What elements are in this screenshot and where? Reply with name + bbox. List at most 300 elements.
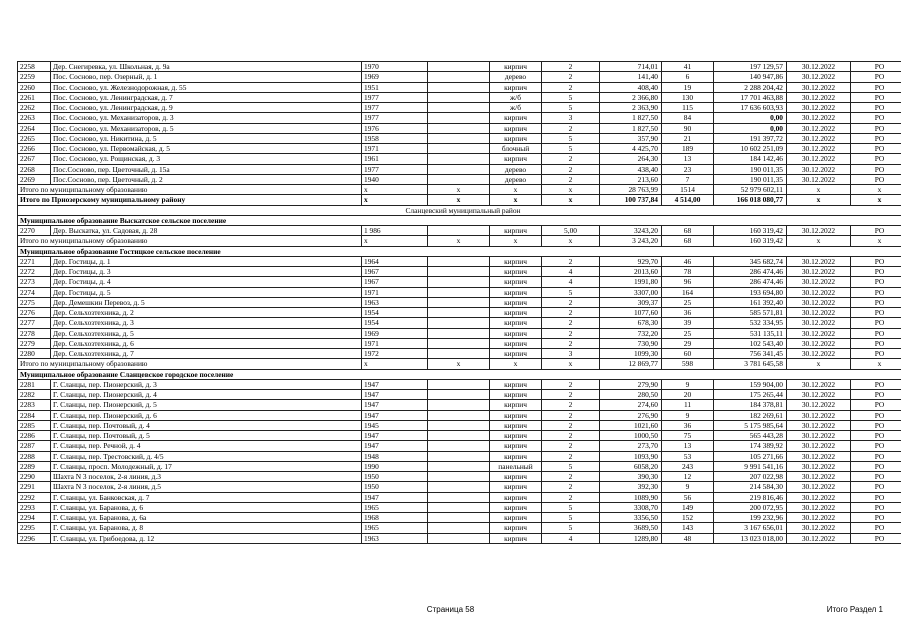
- table-cell: [428, 72, 490, 82]
- table-cell: кирпич: [490, 338, 542, 348]
- table-cell: 929,70: [600, 256, 662, 266]
- table-cell: 1 986: [362, 226, 428, 236]
- table-cell: 68: [662, 226, 714, 236]
- table-cell: 2: [542, 123, 600, 133]
- total-cell: 160 319,42: [714, 236, 787, 246]
- table-cell: 164: [662, 287, 714, 297]
- table-cell: 161 392,40: [714, 297, 787, 307]
- table-cell: 30.12.2022: [787, 461, 851, 471]
- district-header-row: [18, 205, 901, 215]
- municipality-header-row: [18, 369, 901, 379]
- table-cell: Пос.Сосново, пер. Цветочный, д. 15а: [51, 164, 362, 174]
- total-cell: x: [428, 185, 490, 195]
- total-cell: x: [490, 359, 542, 369]
- table-cell: 309,37: [600, 297, 662, 307]
- table-cell: Шахта N 3 поселок, 2-я линия, д.5: [51, 482, 362, 492]
- table-cell: 2: [542, 400, 600, 410]
- table-cell: 2: [542, 338, 600, 348]
- table-cell: кирпич: [490, 533, 542, 543]
- table-cell: 174 389,92: [714, 441, 787, 451]
- table-row: [18, 308, 901, 318]
- table-cell: 2289: [18, 461, 51, 471]
- table-cell: РО: [851, 92, 901, 102]
- table-cell: 2269: [18, 174, 51, 184]
- total-cell: x: [362, 359, 428, 369]
- table-cell: 75: [662, 431, 714, 441]
- table-cell: 190 011,35: [714, 164, 787, 174]
- table-cell: РО: [851, 420, 901, 430]
- table-cell: 30.12.2022: [787, 62, 851, 72]
- table-cell: 1969: [362, 328, 428, 338]
- table-cell: 1969: [362, 72, 428, 82]
- table-row: [18, 410, 901, 420]
- table-cell: 9: [662, 379, 714, 389]
- table-cell: 2: [542, 256, 600, 266]
- table-cell: Г. Сланцы, ул. Баранова, д. 8: [51, 523, 362, 533]
- table-cell: 48: [662, 533, 714, 543]
- table-cell: Г. Сланцы, пер. Пионерский, д. 6: [51, 410, 362, 420]
- table-cell: кирпич: [490, 431, 542, 441]
- table-cell: 2: [542, 410, 600, 420]
- table-cell: Г. Сланцы, пер. Трестовский, д. 4/5: [51, 451, 362, 461]
- table-cell: Дер. Сельхозтехника, д. 2: [51, 308, 362, 318]
- table-row: [18, 174, 901, 184]
- table-cell: 130: [662, 92, 714, 102]
- table-cell: [428, 451, 490, 461]
- table-cell: кирпич: [490, 267, 542, 277]
- table-cell: [428, 287, 490, 297]
- table-cell: 30.12.2022: [787, 523, 851, 533]
- table-cell: Г. Сланцы, ул. Баранова, д. 6а: [51, 513, 362, 523]
- table-cell: 2287: [18, 441, 51, 451]
- table-cell: 1965: [362, 502, 428, 512]
- table-cell: [428, 338, 490, 348]
- table-cell: Пос. Сосново, ул. Железнодорожная, д. 55: [51, 82, 362, 92]
- table-cell: 2263: [18, 113, 51, 123]
- table-cell: 2259: [18, 72, 51, 82]
- total-cell: x: [542, 185, 600, 195]
- table-cell: кирпич: [490, 451, 542, 461]
- table-cell: РО: [851, 349, 901, 359]
- table-cell: 182 269,61: [714, 410, 787, 420]
- table-cell: 756 341,45: [714, 349, 787, 359]
- table-cell: 345 682,74: [714, 256, 787, 266]
- grand-total-row: [18, 195, 901, 205]
- table-cell: РО: [851, 113, 901, 123]
- table-cell: Г. Сланцы, пер. Пионерский, д. 3: [51, 379, 362, 389]
- table-cell: 2279: [18, 338, 51, 348]
- table-cell: РО: [851, 164, 901, 174]
- table-cell: 1972: [362, 349, 428, 359]
- table-cell: 29: [662, 338, 714, 348]
- table-cell: 13: [662, 441, 714, 451]
- table-cell: 175 265,44: [714, 390, 787, 400]
- table-row: [18, 103, 901, 113]
- table-cell: 1963: [362, 533, 428, 543]
- table-cell: РО: [851, 256, 901, 266]
- table-cell: 184 142,46: [714, 154, 787, 164]
- table-cell: 39: [662, 318, 714, 328]
- table-cell: Г. Сланцы, пер. Почтовый, д. 5: [51, 431, 362, 441]
- table-cell: 1950: [362, 472, 428, 482]
- table-cell: 41: [662, 62, 714, 72]
- table-row: [18, 92, 901, 102]
- table-cell: 1971: [362, 287, 428, 297]
- table-cell: РО: [851, 513, 901, 523]
- table-cell: 2273: [18, 277, 51, 287]
- table-cell: кирпич: [490, 277, 542, 287]
- table-cell: 30.12.2022: [787, 174, 851, 184]
- table-cell: Г. Сланцы, пер. Пионерский, д. 5: [51, 400, 362, 410]
- district-title: Сланцевский муниципальный район: [18, 205, 901, 215]
- table-cell: 11: [662, 400, 714, 410]
- table-cell: Пос. Сосново, ул. Первомайская, д. 5: [51, 144, 362, 154]
- table-cell: 2: [542, 174, 600, 184]
- table-cell: 2260: [18, 82, 51, 92]
- table-cell: 90: [662, 123, 714, 133]
- table-cell: кирпич: [490, 379, 542, 389]
- table-cell: 732,20: [600, 328, 662, 338]
- table-cell: 30.12.2022: [787, 420, 851, 430]
- table-cell: кирпич: [490, 226, 542, 236]
- table-cell: Дер. Сельхозтехника, д. 5: [51, 328, 362, 338]
- table-cell: дерево: [490, 72, 542, 82]
- total-label: Итого по муниципальному образованию: [18, 236, 362, 246]
- table-cell: РО: [851, 390, 901, 400]
- table-cell: Дер. Выскатка, ул. Садовая, д. 28: [51, 226, 362, 236]
- table-cell: 2292: [18, 492, 51, 502]
- table-cell: 9 991 541,16: [714, 461, 787, 471]
- table-cell: кирпич: [490, 133, 542, 143]
- table-row: [18, 461, 901, 471]
- table-cell: 2268: [18, 164, 51, 174]
- table-cell: 532 334,95: [714, 318, 787, 328]
- total-cell: x: [542, 359, 600, 369]
- table-cell: РО: [851, 492, 901, 502]
- page-number: Страница 58: [426, 605, 475, 614]
- table-row: [18, 492, 901, 502]
- table-row: [18, 338, 901, 348]
- table-cell: [428, 390, 490, 400]
- table-row: [18, 133, 901, 143]
- table-cell: 1976: [362, 123, 428, 133]
- table-cell: [428, 379, 490, 389]
- table-cell: 714,01: [600, 62, 662, 72]
- table-cell: 60: [662, 349, 714, 359]
- table-cell: 115: [662, 103, 714, 113]
- table-cell: [428, 113, 490, 123]
- table-cell: 2285: [18, 420, 51, 430]
- table-cell: Г. Сланцы, ул. Грибоедова, д. 12: [51, 533, 362, 543]
- table-cell: 2: [542, 420, 600, 430]
- table-cell: 1991,80: [600, 277, 662, 287]
- subtotal-row: [18, 236, 901, 246]
- municipality-title: Муниципальное образование Гостицкое сельское поселение: [18, 246, 901, 256]
- table-cell: РО: [851, 82, 901, 92]
- table-cell: 30.12.2022: [787, 533, 851, 543]
- table-cell: 2262: [18, 103, 51, 113]
- total-cell: x: [362, 236, 428, 246]
- table-cell: 143: [662, 523, 714, 533]
- table-cell: 1089,90: [600, 492, 662, 502]
- table-cell: 3: [542, 349, 600, 359]
- table-cell: Пос. Сосново, ул. Ленинградская, д. 9: [51, 103, 362, 113]
- table-cell: РО: [851, 277, 901, 287]
- table-cell: 2: [542, 482, 600, 492]
- table-cell: РО: [851, 379, 901, 389]
- table-cell: Пос. Сосново, ул. Механизаторов, д. 5: [51, 123, 362, 133]
- total-label: Итого по муниципальному образованию: [18, 185, 362, 195]
- table-cell: 286 474,46: [714, 267, 787, 277]
- table-cell: 190 011,35: [714, 174, 787, 184]
- table-cell: 19: [662, 82, 714, 92]
- table-cell: 392,30: [600, 482, 662, 492]
- table-cell: 30.12.2022: [787, 103, 851, 113]
- table-cell: 1950: [362, 482, 428, 492]
- subtotal-row: [18, 185, 901, 195]
- table-cell: 390,30: [600, 472, 662, 482]
- total-cell: x: [362, 185, 428, 195]
- section-footer: Итого Раздел 1: [826, 605, 883, 614]
- table-cell: РО: [851, 318, 901, 328]
- table-cell: кирпич: [490, 513, 542, 523]
- total-cell: 598: [662, 359, 714, 369]
- table-row: [18, 164, 901, 174]
- table-cell: 30.12.2022: [787, 226, 851, 236]
- table-cell: 1967: [362, 267, 428, 277]
- table-cell: 9: [662, 482, 714, 492]
- table-cell: ж/б: [490, 92, 542, 102]
- table-cell: 2275: [18, 297, 51, 307]
- table-cell: Пос. Сосново, пер. Озерный, д. 1: [51, 72, 362, 82]
- table-cell: 565 443,28: [714, 431, 787, 441]
- table-cell: 53: [662, 451, 714, 461]
- total-cell: x: [542, 236, 600, 246]
- table-cell: РО: [851, 226, 901, 236]
- table-cell: 5: [542, 92, 600, 102]
- table-cell: 1947: [362, 431, 428, 441]
- table-cell: кирпич: [490, 256, 542, 266]
- table-cell: 4: [542, 267, 600, 277]
- table-cell: 2: [542, 431, 600, 441]
- table-cell: 5: [542, 502, 600, 512]
- table-cell: [428, 62, 490, 72]
- table-cell: РО: [851, 431, 901, 441]
- table-row: [18, 113, 901, 123]
- table-cell: РО: [851, 533, 901, 543]
- table-cell: 1021,60: [600, 420, 662, 430]
- table-cell: РО: [851, 297, 901, 307]
- table-cell: кирпич: [490, 328, 542, 338]
- table-cell: РО: [851, 267, 901, 277]
- table-cell: 2: [542, 379, 600, 389]
- table-cell: кирпич: [490, 410, 542, 420]
- table-cell: 5: [542, 287, 600, 297]
- total-cell: x: [851, 185, 901, 195]
- table-cell: панельный: [490, 461, 542, 471]
- total-cell: 3 781 645,58: [714, 359, 787, 369]
- table-cell: 280,50: [600, 390, 662, 400]
- table-cell: РО: [851, 308, 901, 318]
- table-cell: 214 584,30: [714, 482, 787, 492]
- table-body: [18, 62, 901, 544]
- table-cell: 286 474,46: [714, 277, 787, 287]
- table-cell: 2: [542, 441, 600, 451]
- table-cell: 1947: [362, 390, 428, 400]
- total-cell: x: [787, 359, 851, 369]
- table-row: [18, 472, 901, 482]
- table-row: [18, 123, 901, 133]
- table-row: [18, 379, 901, 389]
- table-cell: РО: [851, 502, 901, 512]
- total-cell: x: [490, 195, 542, 205]
- table-cell: 5,00: [542, 226, 600, 236]
- table-cell: [428, 256, 490, 266]
- table-cell: 30.12.2022: [787, 379, 851, 389]
- total-cell: x: [542, 195, 600, 205]
- table-cell: 2294: [18, 513, 51, 523]
- table-cell: 2270: [18, 226, 51, 236]
- table-cell: 152: [662, 513, 714, 523]
- table-cell: 1964: [362, 256, 428, 266]
- table-cell: Дер. Сельхозтехника, д. 7: [51, 349, 362, 359]
- table-cell: 264,30: [600, 154, 662, 164]
- table-cell: блочный: [490, 144, 542, 154]
- table-cell: кирпич: [490, 297, 542, 307]
- table-cell: 1977: [362, 113, 428, 123]
- table-cell: Пос. Сосново, ул. Ленинградская, д. 7: [51, 92, 362, 102]
- table-cell: кирпич: [490, 400, 542, 410]
- table-cell: Г. Сланцы, просп. Молодежный, д. 17: [51, 461, 362, 471]
- table-cell: [428, 297, 490, 307]
- table-cell: 30.12.2022: [787, 513, 851, 523]
- table-cell: РО: [851, 523, 901, 533]
- table-cell: 1971: [362, 144, 428, 154]
- table-row: [18, 513, 901, 523]
- table-cell: 36: [662, 308, 714, 318]
- housing-register-table: [17, 61, 901, 544]
- table-cell: Пос. Сосново, ул. Рощинская, д. 3: [51, 154, 362, 164]
- total-cell: 100 737,84: [600, 195, 662, 205]
- table-cell: [428, 461, 490, 471]
- table-cell: 1947: [362, 400, 428, 410]
- table-cell: 2284: [18, 410, 51, 420]
- table-cell: 1000,50: [600, 431, 662, 441]
- table-cell: 30.12.2022: [787, 154, 851, 164]
- table-cell: 3308,70: [600, 502, 662, 512]
- table-cell: 5: [542, 513, 600, 523]
- total-cell: x: [362, 195, 428, 205]
- table-cell: 2283: [18, 400, 51, 410]
- table-cell: 2290: [18, 472, 51, 482]
- table-cell: 160 319,42: [714, 226, 787, 236]
- total-cell: 1514: [662, 185, 714, 195]
- table-cell: 30.12.2022: [787, 482, 851, 492]
- table-cell: 25: [662, 328, 714, 338]
- table-row: [18, 154, 901, 164]
- table-cell: кирпич: [490, 113, 542, 123]
- table-cell: 1954: [362, 318, 428, 328]
- table-cell: 0,00: [714, 123, 787, 133]
- total-cell: x: [787, 185, 851, 195]
- table-cell: 1947: [362, 410, 428, 420]
- table-cell: Пос. Сосново, ул. Механизаторов, д. 3: [51, 113, 362, 123]
- table-cell: [428, 482, 490, 492]
- municipality-header-row: [18, 246, 901, 256]
- table-cell: РО: [851, 482, 901, 492]
- table-cell: 191 397,72: [714, 133, 787, 143]
- table-cell: [428, 328, 490, 338]
- table-cell: 2288: [18, 451, 51, 461]
- table-cell: [428, 226, 490, 236]
- table-cell: 0,00: [714, 113, 787, 123]
- table-cell: [428, 154, 490, 164]
- table-cell: Дер. Гостицы, д. 4: [51, 277, 362, 287]
- table-cell: РО: [851, 133, 901, 143]
- table-cell: [428, 441, 490, 451]
- table-cell: 2278: [18, 328, 51, 338]
- table-cell: 78: [662, 267, 714, 277]
- table-cell: 2280: [18, 349, 51, 359]
- table-cell: [428, 318, 490, 328]
- table-cell: 207 022,98: [714, 472, 787, 482]
- table-cell: 2261: [18, 92, 51, 102]
- table-cell: 4 425,70: [600, 144, 662, 154]
- table-cell: Г. Сланцы, пер. Почтовый, д. 4: [51, 420, 362, 430]
- table-row: [18, 441, 901, 451]
- table-cell: РО: [851, 154, 901, 164]
- table-cell: кирпич: [490, 523, 542, 533]
- table-cell: 2: [542, 390, 600, 400]
- table-cell: кирпич: [490, 123, 542, 133]
- table-cell: 46: [662, 256, 714, 266]
- table-cell: 3 167 656,01: [714, 523, 787, 533]
- table-cell: 30.12.2022: [787, 113, 851, 123]
- table-cell: 30.12.2022: [787, 318, 851, 328]
- table-cell: 1 827,50: [600, 123, 662, 133]
- table-cell: РО: [851, 287, 901, 297]
- table-cell: РО: [851, 400, 901, 410]
- table-cell: Дер. Гостицы, д. 1: [51, 256, 362, 266]
- table-cell: 2258: [18, 62, 51, 72]
- table-cell: РО: [851, 441, 901, 451]
- table-row: [18, 318, 901, 328]
- table-cell: 1977: [362, 103, 428, 113]
- municipality-title: Муниципальное образование Сланцевское городское поселение: [18, 369, 901, 379]
- table-cell: 2266: [18, 144, 51, 154]
- table-cell: кирпич: [490, 420, 542, 430]
- table-cell: 84: [662, 113, 714, 123]
- table-cell: 30.12.2022: [787, 492, 851, 502]
- table-cell: Пос. Сосново, ул. Никитина, д. 5: [51, 133, 362, 143]
- table-cell: 678,30: [600, 318, 662, 328]
- table-cell: 30.12.2022: [787, 502, 851, 512]
- table-cell: 2013,60: [600, 267, 662, 277]
- table-cell: [428, 164, 490, 174]
- table-cell: 2267: [18, 154, 51, 164]
- total-label: Итого по муниципальному образованию: [18, 359, 362, 369]
- table-cell: кирпич: [490, 308, 542, 318]
- total-cell: 12 869,77: [600, 359, 662, 369]
- table-cell: кирпич: [490, 82, 542, 92]
- table-cell: РО: [851, 62, 901, 72]
- table-cell: 193 694,80: [714, 287, 787, 297]
- table-cell: 30.12.2022: [787, 338, 851, 348]
- total-cell: x: [428, 195, 490, 205]
- table-cell: 30.12.2022: [787, 328, 851, 338]
- table-cell: кирпич: [490, 502, 542, 512]
- table-cell: 3: [542, 113, 600, 123]
